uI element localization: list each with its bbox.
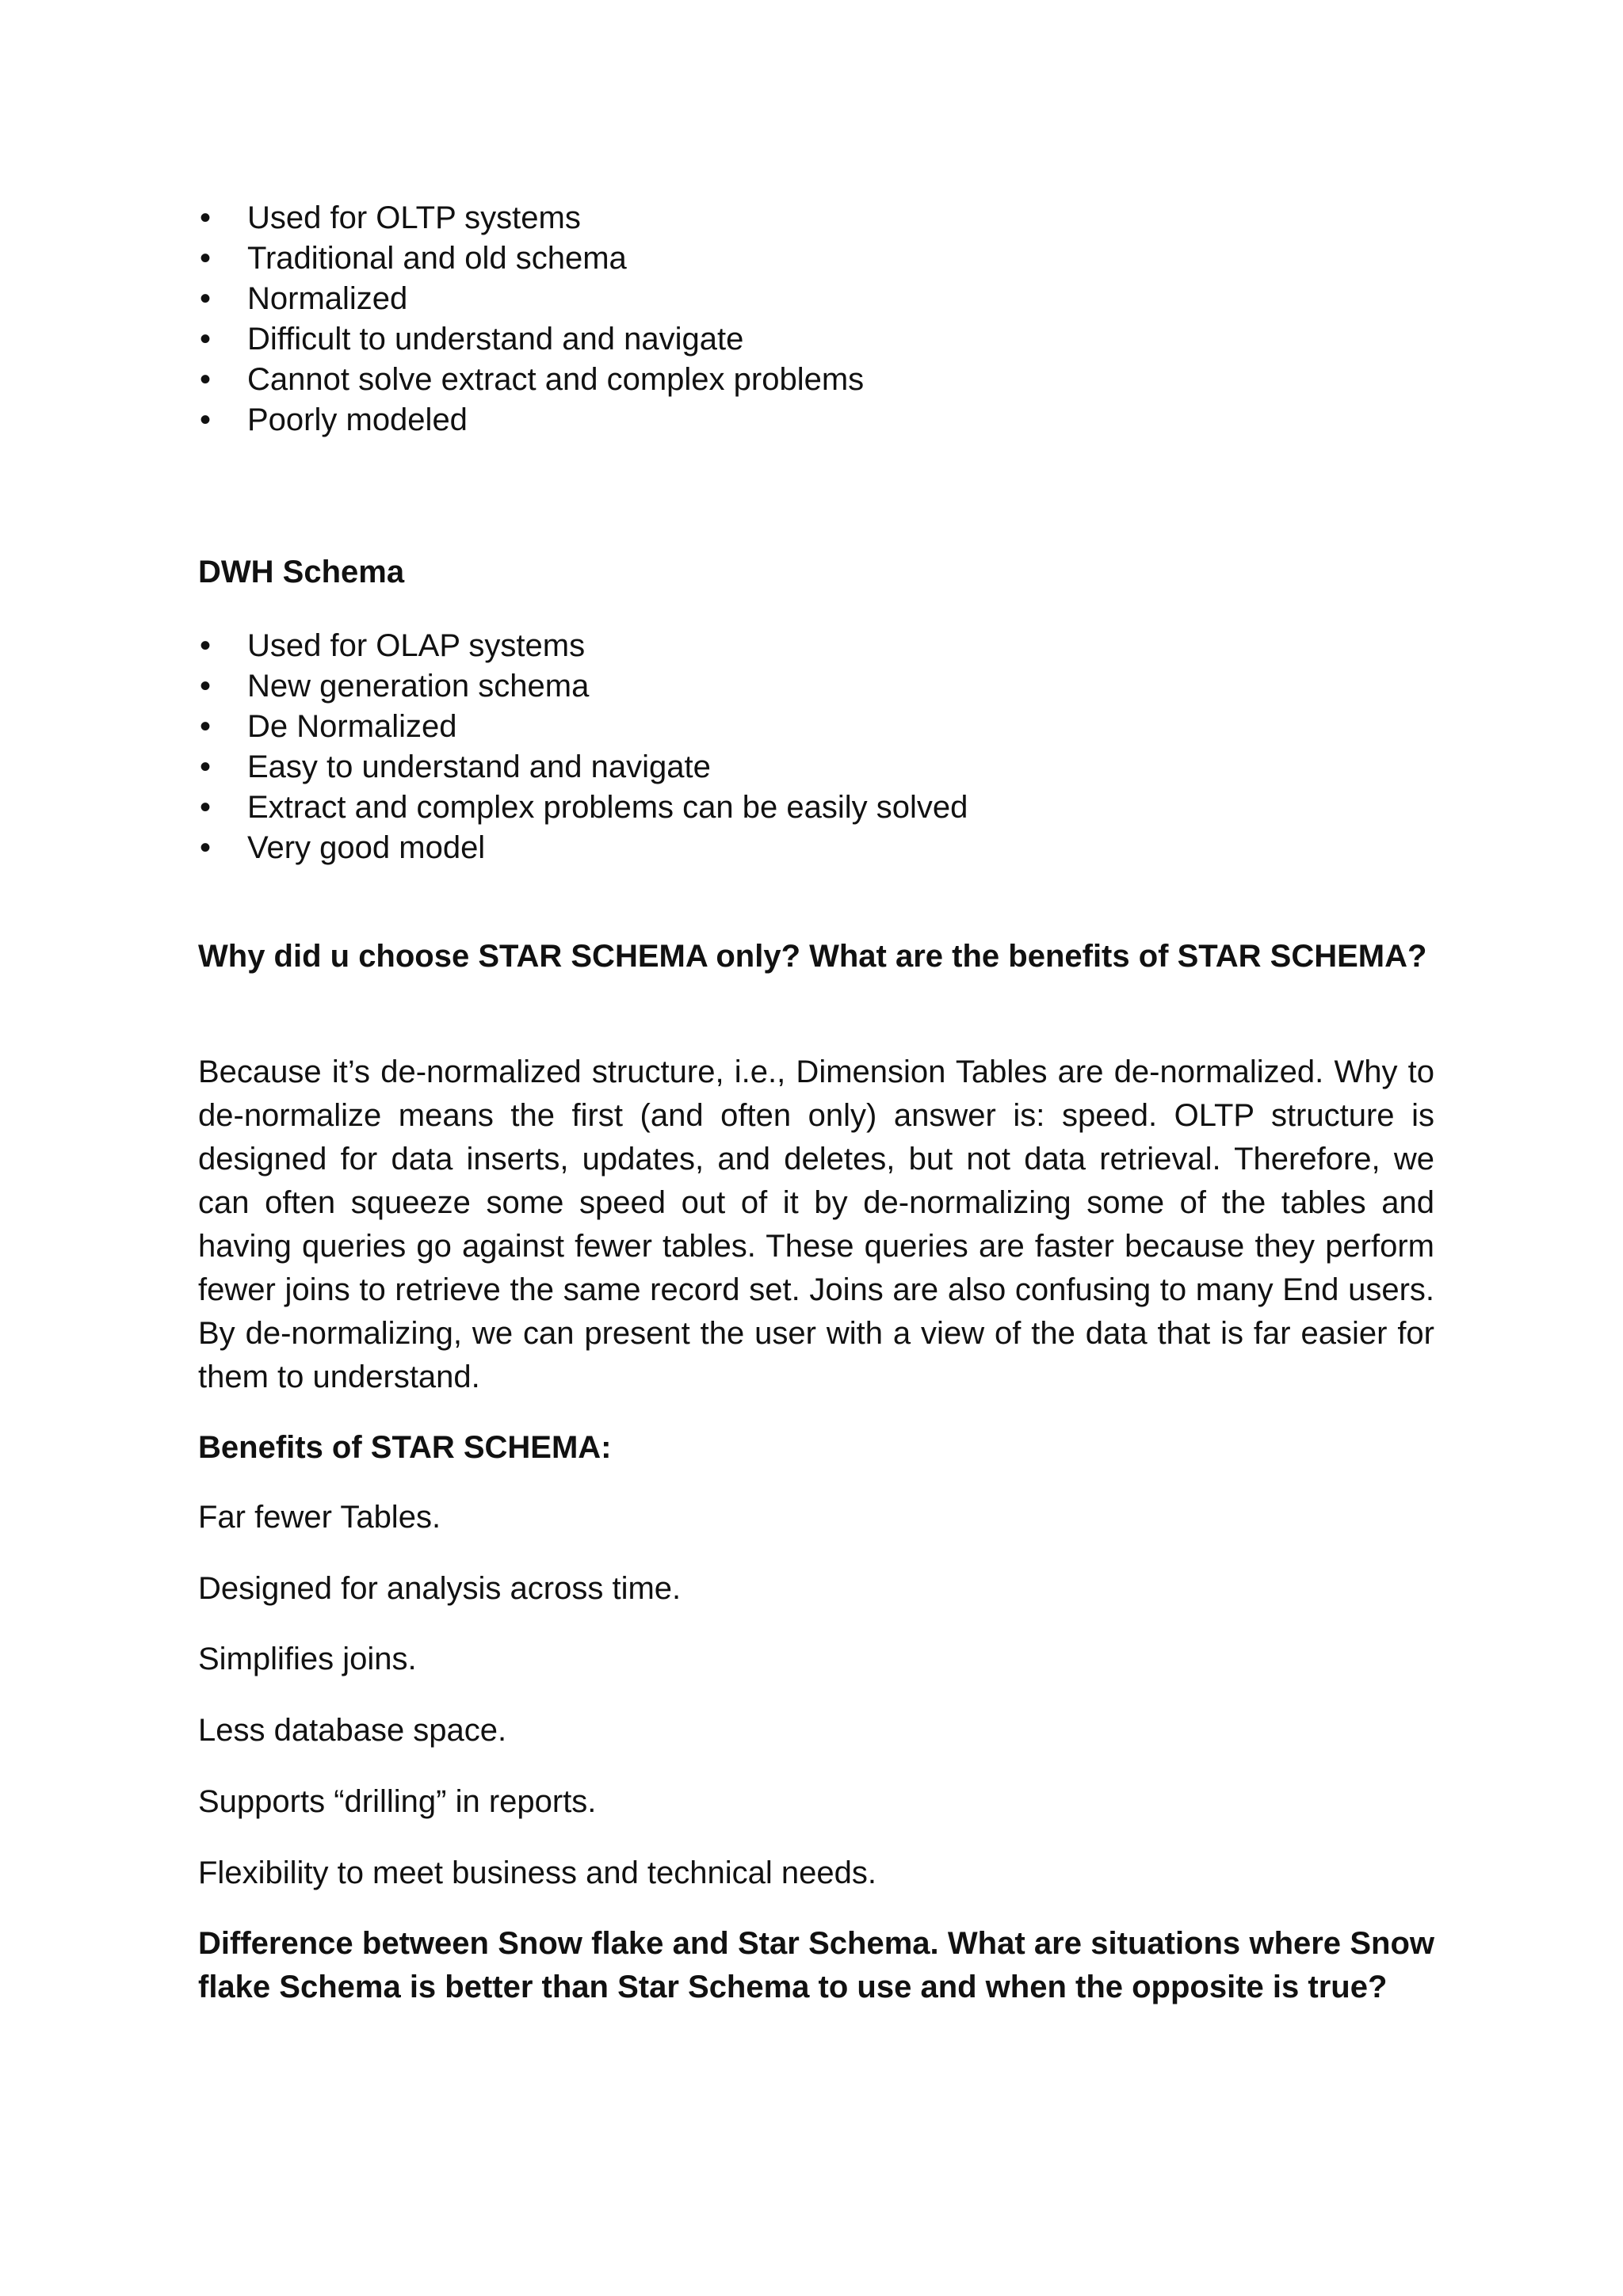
list-item: • Traditional and old schema bbox=[198, 238, 864, 279]
benefit-item: Far fewer Tables. bbox=[198, 1500, 441, 1535]
benefit-item: Simplifies joins. bbox=[198, 1642, 417, 1676]
list-item: • Easy to understand and navigate bbox=[198, 747, 968, 788]
snowflake-vs-star-question: Difference between Snow flake and Star Schema. What are situations where Snow flake Schema is better than Star Schema to use and when the opposite is true? bbox=[198, 1926, 1434, 2004]
list-item: • Used for OLTP systems bbox=[198, 198, 864, 238]
dwh-schema-heading: DWH Schema bbox=[198, 555, 405, 589]
list-item: • Difficult to understand and navigate bbox=[198, 319, 864, 360]
benefit-item: Flexibility to meet business and technical needs. bbox=[198, 1855, 877, 1890]
list-item: • De Normalized bbox=[198, 707, 968, 747]
list-item: • New generation schema bbox=[198, 666, 968, 707]
benefit-item: Supports “drilling” in reports. bbox=[198, 1784, 597, 1819]
list-item: • Used for OLAP systems bbox=[198, 626, 968, 666]
benefits-heading: Benefits of STAR SCHEMA: bbox=[198, 1430, 612, 1465]
list-item: • Extract and complex problems can be easily solved bbox=[198, 788, 968, 828]
why-star-schema-answer: Because it’s de-normalized structure, i.e., Dimension Tables are de-normalized. Why to de-normalize means the first (and often only) answer is: speed. OLTP structure is designed for data inserts, updates, and deletes, but not data retrieval. Therefore, we can often squeeze some speed out of it by de-normalizing some of the tables and having queries go against fewer tables. These queries are faster because they perform fewer joins to retrieve the same record set. Joins are also confusing to many End users. By de-normalizing, we can present the user with a view of the data that is far easier for them to understand. bbox=[198, 1055, 1434, 1394]
benefit-item: Less database space. bbox=[198, 1713, 507, 1748]
why-star-schema-question: Why did u choose STAR SCHEMA only? What are the benefits of STAR SCHEMA? bbox=[198, 939, 1427, 974]
list-item: • Very good model bbox=[198, 828, 968, 868]
oltp-schema-list bbox=[198, 198, 864, 441]
dwh-schema-list bbox=[198, 626, 968, 868]
list-item: • Cannot solve extract and complex problems bbox=[198, 360, 864, 400]
list-item: • Poorly modeled bbox=[198, 400, 864, 441]
list-item: • Normalized bbox=[198, 279, 864, 319]
benefit-item: Designed for analysis across time. bbox=[198, 1571, 682, 1606]
